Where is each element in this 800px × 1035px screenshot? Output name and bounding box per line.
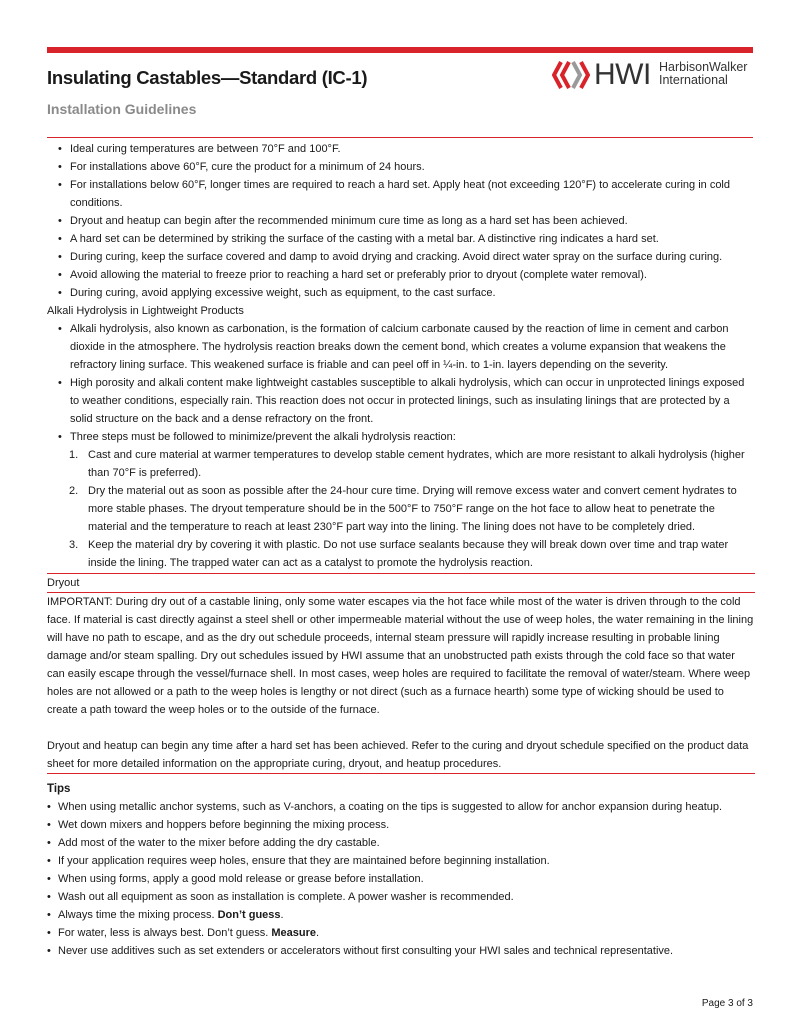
dryout-paragraph: Dryout and heatup can begin any time after a hard set has been achieved. Refer to the curing and dryout schedule specified on the product data sheet for more detailed information on the appropriate curing, dryout, and heatup procedures. <box>47 737 755 774</box>
document-title: Insulating Castables—Standard (IC-1) <box>47 67 368 88</box>
list-item: • Add most of the water to the mixer before adding the dry castable. <box>47 834 755 852</box>
tips-list <box>47 798 755 960</box>
header-rule <box>47 47 753 53</box>
dryout-paragraph: IMPORTANT: During dry out of a castable lining, only some water escapes via the hot face while most of the water is driven through to the cold face. If material is cast directly against a steel shell or other impermeable material without the use of weep holes, the water remaining in the lining will have no path to escape, and as the dry out schedule proceeds, internal steam pressure will rapidly increase resulting in probable lining damage and/or steam spalling. Dry out schedules issued by HWI assume that an unobstructed path exists through the cold face so that water can easily escape through the vessel/furnace shell. In most cases, weep holes are required to facilitate the removal of water/steam. Where weep holes are not allowed or a path to the weep holes is lengthy or not direct (such as a furnace hearth) some type of wicking should be used to create a path toward the weep holes or to the outside of the furnace. <box>47 596 754 716</box>
tip-text: . <box>280 909 284 921</box>
list-item: • During curing, avoid applying excessive weight, such as equipment, to the cast surface. <box>47 284 755 302</box>
list-item: • Wet down mixers and hoppers before beginning the mixing process. <box>47 816 755 834</box>
numbered-step <box>47 536 755 572</box>
list-item: • High porosity and alkali content make lightweight castables susceptible to alkali hydrolysis, which can occur in unprotected linings exposed to weather conditions, especially rain. This reaction does not occur in protected linings, such as insulating linings that are protected by a solid structure on the back and a dense refractory on the front. <box>47 374 755 428</box>
numbered-step <box>47 482 755 536</box>
tip-text: For water, less is always best. Don’t guess. <box>58 927 272 939</box>
list-item: • Three steps must be followed to minimize/prevent the alkali hydrolysis reaction: <box>47 428 755 446</box>
logo-name-line2: International <box>659 73 728 87</box>
logo-company-name <box>659 61 747 87</box>
list-item: • When using forms, apply a good mold release or grease before installation. <box>47 870 755 888</box>
tips-heading: Tips <box>47 783 71 795</box>
step-number: 2. <box>69 485 79 497</box>
logo-text: HWI <box>594 58 651 91</box>
logo-name-line1: HarbisonWalker <box>659 60 748 74</box>
dryout-heading: Dryout <box>47 573 755 593</box>
list-item <box>47 924 755 942</box>
alkali-heading: Alkali Hydrolysis in Lightweight Products <box>47 305 244 317</box>
list-item: • Dryout and heatup can begin after the recommended minimum cure time as long as a hard set has been achieved. <box>47 212 755 230</box>
step-text: Cast and cure material at warmer temperatures to develop stable cement hydrates, which are more resistant to alkali hydrolysis (higher than 70°F is preferred). <box>88 449 745 479</box>
list-item: • Ideal curing temperatures are between 70°F and 100°F. <box>47 140 755 158</box>
list-item: • For installations below 60°F, longer times are required to reach a hard set. Apply heat (not exceeding 120°F) to accelerate curing in cold conditions. <box>47 176 755 212</box>
step-number: 3. <box>69 539 79 551</box>
hwi-logo-mark-icon <box>552 58 590 92</box>
list-item <box>47 906 755 924</box>
tip-text: Always time the mixing process. <box>58 909 218 921</box>
list-item: • Avoid allowing the material to freeze prior to reaching a hard set or preferably prior to dryout (complete water removal). <box>47 266 755 284</box>
section-subtitle: Installation Guidelines <box>47 101 197 117</box>
list-item: • A hard set can be determined by striking the surface of the casting with a metal bar. A distinctive ring indicates a hard set. <box>47 230 755 248</box>
numbered-step <box>47 446 755 482</box>
step-text: Keep the material dry by covering it with plastic. Do not use surface sealants because they will break down over time and trap water inside the lining. The trapped water can act as a catalyst to promote the hydrolysis reaction. <box>88 539 729 569</box>
list-item: • If your application requires weep holes, ensure that they are maintained before beginning installation. <box>47 852 755 870</box>
step-text: Dry the material out as soon as possible after the 24-hour cure time. Drying will remove excess water and convert cement hydrates to more stable phases. The dryout temperature should be in the 500°F to 750°F range on the hot face to allow heat to penetrate the material and the temperature to reach at least 230°F part way into the lining. The lining does not have to be completely dried. <box>88 485 737 533</box>
page-number: Page 3 of 3 <box>701 998 753 1009</box>
list-item: • For installations above 60°F, cure the product for a minimum of 24 hours. <box>47 158 755 176</box>
list-item: • Alkali hydrolysis, also known as carbonation, is the formation of calcium carbonate caused by the reaction of lime in cement and carbon dioxide in the atmosphere. The hydrolysis reaction breaks down the cement bond, which creates a volume expansion that weakens the refractory lining surface. This weakened surface is friable and can peel off in ¼-in. to 1-in. layers depending on the severity. <box>47 320 755 374</box>
subtitle-rule <box>47 137 753 138</box>
content-body <box>47 140 755 960</box>
list-item: • During curing, keep the surface covered and damp to avoid drying and cracking. Avoid direct water spray on the surface during curing. <box>47 248 755 266</box>
step-number: 1. <box>69 449 79 461</box>
list-item: • Never use additives such as set extenders or accelerators without first consulting your HWI sales and technical representative. <box>47 942 755 960</box>
tip-emphasis: Measure <box>271 927 317 939</box>
list-item: • When using metallic anchor systems, such as V-anchors, a coating on the tips is suggested to allow for anchor expansion during heatup. <box>47 798 755 816</box>
hwi-logo <box>552 58 757 92</box>
alkali-list <box>47 320 755 446</box>
tip-emphasis: Don’t guess <box>217 909 281 921</box>
alkali-steps <box>47 446 755 572</box>
list-item: • Wash out all equipment as soon as installation is complete. A power washer is recommended. <box>47 888 755 906</box>
tip-text: . <box>316 927 320 939</box>
spacer <box>47 719 755 737</box>
curing-list <box>47 140 755 302</box>
